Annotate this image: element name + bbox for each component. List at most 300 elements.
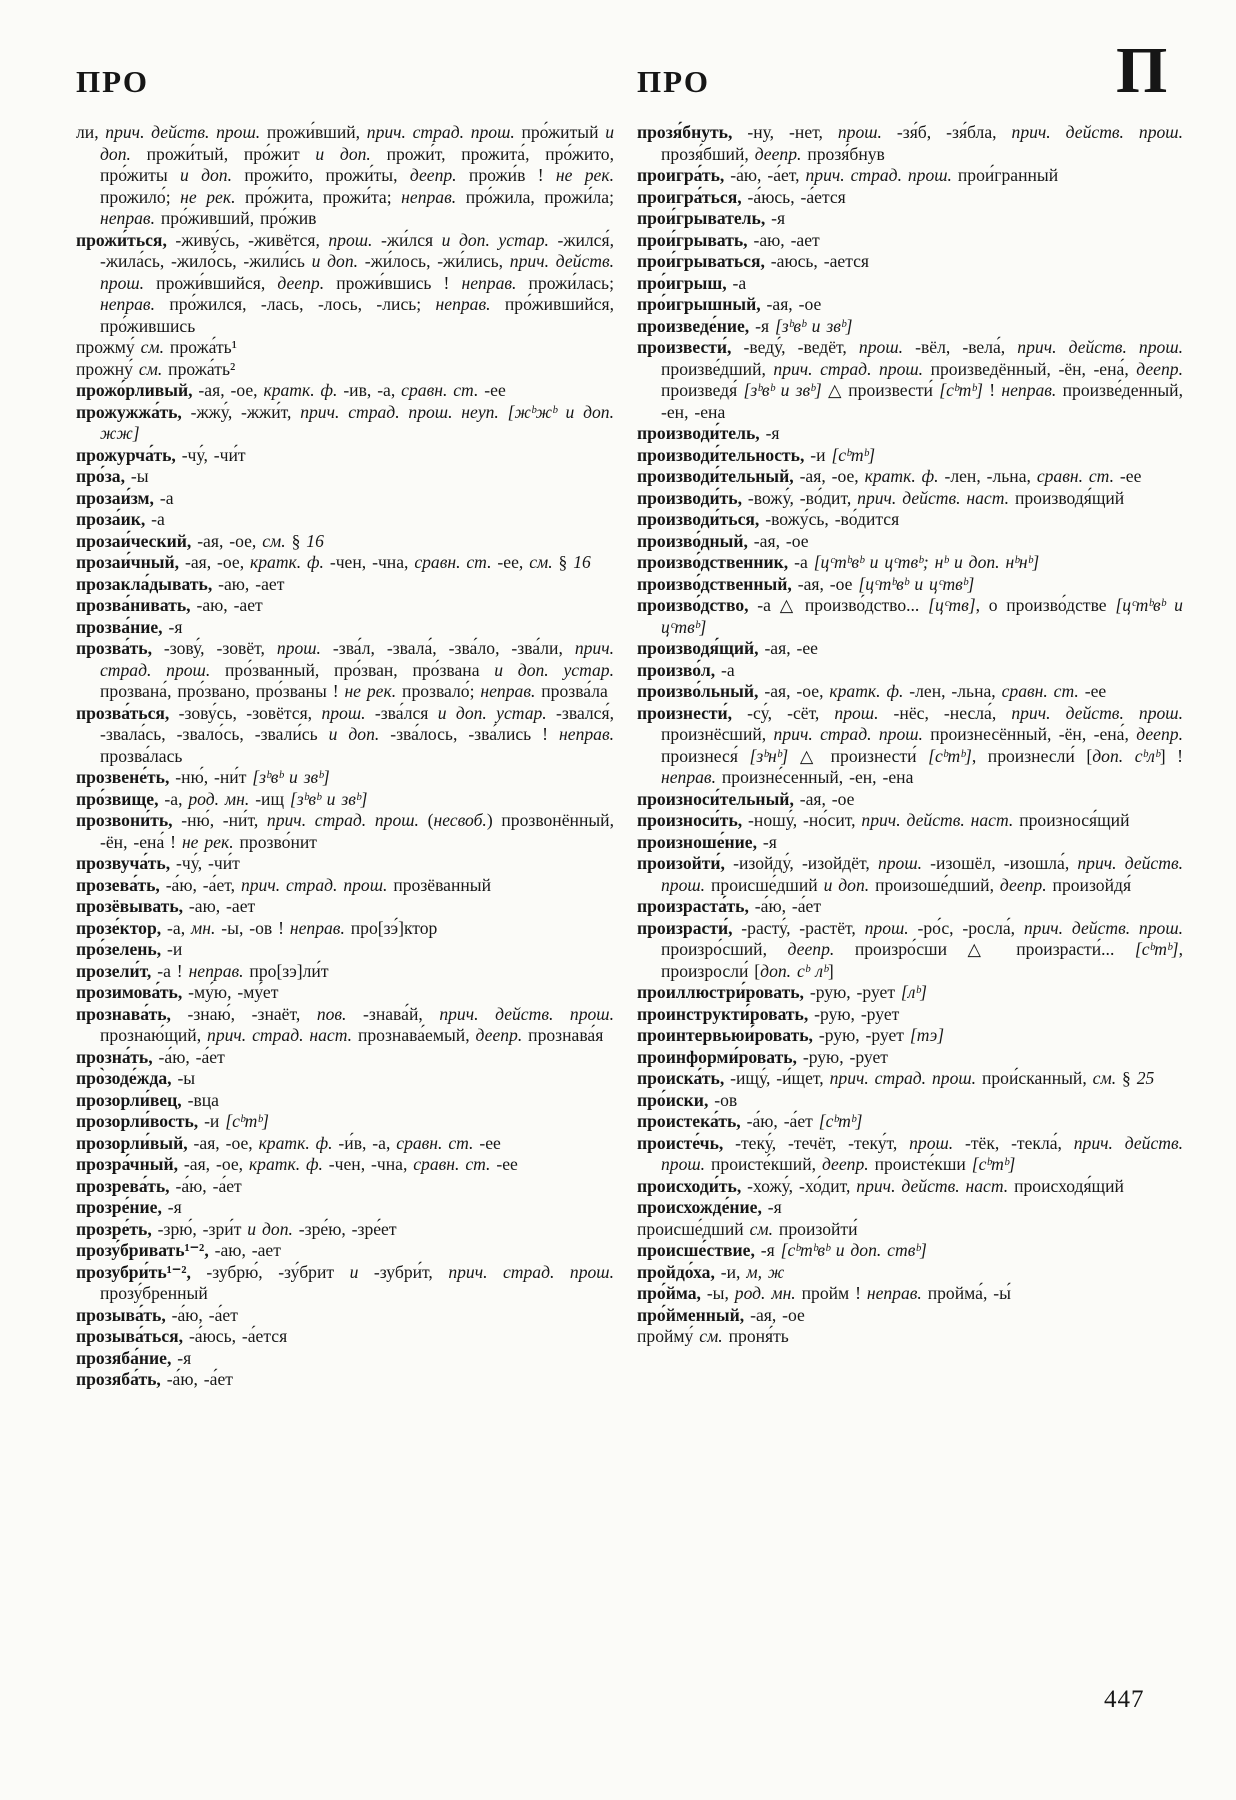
entry-headword: произво́дственник,	[637, 552, 789, 572]
entry-headword: происходи́ть,	[637, 1175, 742, 1196]
entry-text: -ая, -ое	[791, 573, 859, 594]
entry-grammar-label: деепр.	[475, 1025, 523, 1045]
entry-text: -зрю́, -зри́т	[151, 1218, 248, 1239]
entry-headword: проинструкти́ровать,	[637, 1003, 809, 1024]
entry-headword: про́звище,	[76, 788, 159, 809]
entry-text: происте́кши	[868, 1154, 972, 1174]
entry-text: прожи́тый, про́жит	[130, 143, 316, 164]
dictionary-entry	[76, 230, 614, 338]
entry-text: -ая, -ое,	[793, 466, 865, 486]
entry-text: -а,	[161, 917, 192, 938]
dictionary-entry	[76, 810, 614, 853]
entry-text: произведённый, -ён, -ена́,	[923, 358, 1137, 379]
dictionary-entry	[76, 1240, 614, 1262]
entry-grammar-label: прич. действ. прош.	[1023, 917, 1183, 938]
entry-text: -чен, -чна,	[322, 1154, 414, 1174]
entry-text: -а	[726, 272, 747, 293]
entry-text: прожи́вшийся,	[144, 272, 278, 293]
entry-headword: прозыва́ться,	[76, 1326, 184, 1346]
entry-text: произро́сший,	[661, 939, 788, 959]
entry-grammar-label: неправ.	[100, 208, 155, 228]
entry-text: произойдя́	[1046, 874, 1132, 895]
entry-text: -я	[749, 315, 775, 336]
entry-text: -чу́, -чи́т	[175, 444, 246, 465]
entry-grammar-label: кратк. ф.	[258, 1132, 333, 1153]
entry-headword: прозорли́вец,	[76, 1089, 182, 1110]
entry-grammar-label: [сᵇтᵇ]	[1134, 939, 1179, 959]
entry-grammar-label: неправ.	[661, 767, 716, 787]
entry-headword: произво́дный,	[637, 530, 748, 551]
dictionary-entry	[637, 273, 1183, 295]
entry-text: -жи́лось, -жи́лись,	[358, 251, 510, 271]
entry-text: -а́ю, -а́ет,	[159, 874, 241, 895]
entry-text: -знаю́, -знаёт,	[170, 1003, 317, 1024]
entry-text: -су́, -сёт,	[732, 702, 835, 723]
entry-text: -а́ю, -а́ет	[165, 1304, 238, 1325]
entry-text: -живу́сь, -живётся,	[166, 229, 329, 250]
dictionary-entry	[76, 1348, 614, 1370]
entry-text: -звался́, -звала́сь, -звало́сь, -звали́сь	[100, 702, 614, 744]
entry-text: ) прозвонённый, -ён, -ена́ !	[100, 810, 614, 852]
dictionary-entry	[637, 337, 1183, 423]
dictionary-entry	[76, 1004, 614, 1047]
entry-text: прожи́т, прожита́, про́жито, про́житы	[100, 143, 614, 185]
entry-text: ] !	[1159, 745, 1183, 766]
entry-text: -а́ю, -а́ет	[160, 1369, 233, 1389]
entry-grammar-label: см.	[262, 530, 286, 551]
entry-grammar-label: деепр.	[787, 939, 835, 959]
entry-headword: прозва́нивать,	[76, 595, 191, 615]
entry-text: прожи́вший,	[260, 122, 367, 142]
entry-headword: проиллюстри́ровать,	[637, 982, 804, 1002]
dictionary-entry	[637, 574, 1183, 596]
dictionary-entry	[76, 1154, 614, 1176]
dictionary-entry	[637, 918, 1183, 983]
entry-grammar-label: [сᵇтᵇ]	[939, 380, 983, 400]
dictionary-entry	[76, 402, 614, 445]
entry-text: произведя́	[661, 380, 744, 400]
dictionary-entry	[76, 638, 614, 703]
dictionary-entry	[76, 982, 614, 1004]
entry-text: -нёс, -несла́,	[878, 702, 1012, 723]
dictionary-entry	[637, 1047, 1183, 1069]
entry-text: прои́сканный,	[976, 1068, 1093, 1088]
dictionary-entry	[637, 488, 1183, 510]
entry-headword: прозёвывать,	[76, 896, 184, 916]
entry-text: прознава́я	[522, 1025, 604, 1045]
entry-grammar-label: прич. страд. прош.	[448, 1261, 614, 1282]
entry-grammar-label: [сᵇтᵇ]	[971, 1154, 1016, 1174]
entry-headword: прозяба́ние,	[76, 1347, 172, 1368]
dictionary-entry	[76, 445, 614, 467]
entry-grammar-label: сравн. ст.	[396, 1132, 474, 1153]
dictionary-entry	[76, 380, 614, 402]
dictionary-entry	[637, 251, 1183, 273]
entry-headword: проинформи́ровать,	[637, 1046, 797, 1067]
entry-grammar-label: неправ.	[1001, 380, 1057, 400]
entry-grammar-label: и доп.	[100, 122, 614, 164]
entry-grammar-label: неправ.	[188, 960, 244, 981]
entry-grammar-label: и доп.	[315, 143, 371, 164]
entry-text: -ая, -ое,	[192, 380, 264, 400]
dictionary-entry	[76, 1326, 614, 1348]
entry-text: -ы,	[700, 1283, 735, 1303]
entry-text: -я	[757, 831, 777, 852]
entry-grammar-label: несвоб.	[433, 810, 487, 830]
entry-grammar-label: неправ.	[100, 294, 155, 314]
entry-headword: прозе́ктор,	[76, 917, 162, 938]
entry-text: , произнесли́ [	[971, 745, 1093, 766]
entry-grammar-label: доп. сᵇлᵇ	[1092, 745, 1160, 766]
dictionary-entry	[76, 122, 614, 230]
entry-text: происше́дший	[705, 874, 824, 895]
entry-grammar-label: прич. страд. прош.	[805, 165, 952, 185]
entry-grammar-label: прич. страд. прош.	[773, 358, 924, 379]
entry-text: -я	[171, 1347, 192, 1368]
dictionary-entry	[637, 1305, 1183, 1327]
dictionary-entry	[637, 703, 1183, 789]
entry-text: -ая, -ое,	[178, 1154, 249, 1174]
entry-grammar-label: 16	[306, 530, 324, 551]
entry-grammar-label: и доп.	[179, 165, 233, 185]
entry-grammar-label: неправ.	[289, 917, 345, 938]
entry-text: произве́денный, -ен, -ена	[661, 380, 1183, 422]
dictionary-entry	[76, 466, 614, 488]
entry-grammar-label: прич. действ. прош.	[100, 251, 614, 293]
entry-text: -чу́, -чи́т	[170, 853, 240, 873]
entry-text: прозёванный	[387, 874, 492, 895]
dictionary-entry	[637, 681, 1183, 703]
entry-text: -зубрю́, -зу́брит	[190, 1261, 350, 1282]
dictionary-entry	[637, 1240, 1183, 1262]
entry-text: -а	[788, 552, 814, 572]
entry-text: про́жила, прожи́ла;	[456, 186, 614, 207]
dictionary-entry	[637, 187, 1183, 209]
entry-text: производя́щий	[1009, 487, 1125, 508]
entry-grammar-label: прош.	[864, 917, 909, 938]
entry-text: -вца	[181, 1089, 219, 1110]
entry-grammar-label: не рек.	[344, 681, 397, 701]
entry-text: произойти́	[773, 1218, 858, 1239]
entry-grammar-label: мн.	[191, 917, 216, 938]
dictionary-entry	[637, 165, 1183, 187]
entry-text: прожа́ть²	[162, 358, 236, 379]
entry-grammar-label: прич. страд. прош. неуп.	[300, 401, 499, 422]
entry-headword: прозимова́ть,	[76, 982, 183, 1002]
entry-grammar-label: неправ.	[866, 1283, 922, 1303]
entry-grammar-label: [цᶜтᵇвᵇ и цᶜтвᵇ; нᵇ и доп. нᵇнᵇ]	[813, 552, 1040, 572]
entry-text: -веду́, -ведёт,	[731, 337, 859, 357]
entry-text: проня́ть	[722, 1326, 789, 1346]
entry-headword: произво́льный,	[637, 681, 759, 701]
entry-text: -жился́, -жила́сь, -жило́сь, -жили́сь	[100, 229, 614, 271]
entry-grammar-label: неправ.	[401, 186, 457, 207]
entry-text: -жи́лся	[372, 229, 442, 250]
dictionary-entry	[637, 832, 1183, 854]
entry-headword: про́за,	[76, 466, 125, 486]
entry-text: -рую, -рует	[803, 982, 901, 1002]
entry-text: произве́дший,	[661, 358, 774, 379]
entry-headword: произноше́ние,	[637, 831, 758, 852]
dictionary-entry	[76, 1262, 614, 1305]
dictionary-entry	[637, 445, 1183, 467]
entry-text: -ню́, -ни́т	[169, 767, 253, 787]
dictionary-entry	[637, 1025, 1183, 1047]
dictionary-entry	[76, 617, 614, 639]
entry-text: -вожу́, -во́дит,	[741, 487, 858, 508]
dictionary-entry	[76, 337, 614, 359]
entry-headword: прозыва́ть,	[76, 1304, 166, 1325]
dictionary-entry	[637, 1197, 1183, 1219]
dictionary-entry	[76, 1133, 614, 1155]
dictionary-entry	[637, 982, 1183, 1004]
dictionary-entry	[76, 359, 614, 381]
entry-text: -зову́, -зовёт,	[151, 638, 277, 658]
dictionary-entry	[76, 1176, 614, 1198]
entry-text: §	[285, 530, 307, 551]
entry-text: про́жита, прожи́та;	[235, 186, 402, 207]
entry-headword: пройдо́ха,	[637, 1261, 715, 1282]
entry-headword: прозра́чный,	[76, 1154, 178, 1174]
entry-text: -ее	[478, 380, 506, 400]
dictionary-entry	[76, 853, 614, 875]
entry-headword: прозя́бнуть,	[637, 122, 733, 142]
entry-text: -тёк, -текла́,	[953, 1132, 1074, 1153]
entry-text: прозвало́;	[396, 681, 481, 701]
entry-headword: про́йменный,	[637, 1304, 745, 1325]
entry-text: происте́кший,	[705, 1154, 822, 1174]
dictionary-entry	[76, 552, 614, 574]
entry-text: прожи́вшись !	[324, 272, 462, 293]
entry-text: -а́юсь, -а́ется	[183, 1326, 288, 1346]
dictionary-entry	[76, 1219, 614, 1241]
entry-text: ]	[827, 960, 834, 981]
dictionary-entry	[76, 509, 614, 531]
entry-text: -зубри́т,	[358, 1261, 449, 1282]
entry-grammar-label: род. мн.	[188, 788, 250, 809]
entry-grammar-label: прич. действ. прош.	[1011, 122, 1183, 142]
entry-text: -а !	[151, 960, 189, 981]
entry-grammar-label: и	[349, 1261, 359, 1282]
entry-headword: прознава́ть,	[76, 1003, 171, 1024]
entry-grammar-label: сравн. ст.	[401, 380, 479, 400]
entry-text: -жжу́, -жжи́т,	[181, 401, 301, 422]
entry-headword: прозвене́ть,	[76, 767, 170, 787]
entry-text: произне́сенный, -ен, -ена	[715, 767, 914, 787]
dictionary-entry	[637, 853, 1183, 896]
entry-headword: прои́грыватель,	[637, 208, 766, 228]
dictionary-entry	[637, 1090, 1183, 1112]
entry-grammar-label: деепр.	[754, 143, 802, 164]
dictionary-entry	[76, 789, 614, 811]
entry-grammar-label: прич. страд. прош.	[240, 874, 388, 895]
entry-grammar-label: и доп. устар.	[437, 702, 547, 723]
entry-text: -лен, -льна,	[938, 466, 1037, 486]
entry-text: -ы	[171, 1068, 196, 1088]
dictionary-entry	[76, 1068, 614, 1090]
entry-text: произоше́дший,	[869, 874, 1000, 895]
entry-text: произнесённый, -ён, -ена́,	[922, 724, 1137, 744]
entry-grammar-label: см.	[749, 1218, 774, 1239]
entry-headword: проистека́ть,	[637, 1111, 741, 1131]
entry-text: -ая, -ое	[793, 788, 855, 809]
dictionary-entry	[76, 703, 614, 768]
entry-grammar-label: 25	[1136, 1068, 1155, 1088]
entry-text: прожну́	[76, 358, 139, 379]
dictionary-entry	[76, 875, 614, 897]
entry-grammar-label: прич. действ. наст.	[857, 487, 1010, 508]
dictionary-entry	[76, 595, 614, 617]
entry-grammar-label: прош.	[877, 853, 923, 873]
entry-grammar-label: [цᶜтᵇвᵇ и цᶜтвᵇ]	[858, 573, 975, 594]
entry-grammar-label: [сᵇтᵇ]	[818, 1111, 863, 1131]
dictionary-entry	[76, 531, 614, 553]
entry-grammar-label: не рек.	[555, 165, 614, 185]
entry-headword: прозвони́ть,	[76, 810, 173, 830]
page-number: 447	[1104, 1686, 1145, 1713]
entry-grammar-label: прош.	[276, 638, 321, 658]
entry-headword: про́игрыш,	[637, 272, 727, 293]
entry-grammar-label: прош.	[321, 702, 366, 723]
entry-text: про[зэ́]ктор	[344, 917, 438, 938]
entry-grammar-label: и доп.	[328, 724, 380, 744]
dictionary-entry	[637, 509, 1183, 531]
entry-text: -и́в, -а,	[332, 1132, 397, 1153]
entry-text: -вёл, -вела́,	[903, 337, 1018, 357]
entry-headword: происхожде́ние,	[637, 1197, 762, 1217]
entry-grammar-label: сравн. ст.	[414, 552, 492, 572]
entry-grammar-label: прич. действ. прош.	[1011, 702, 1183, 723]
entry-headword: произраста́ть,	[637, 896, 749, 916]
entry-text: -ая, -ое	[744, 1304, 805, 1325]
dictionary-entry	[76, 918, 614, 940]
entry-headword: происше́ствие,	[637, 1240, 755, 1260]
entry-grammar-label: [сᵇтᵇ]	[928, 745, 972, 766]
entry-text: -изойду́, -изойдёт,	[724, 853, 878, 873]
dictionary-entry	[76, 961, 614, 983]
entry-text: -аю, -ает	[190, 595, 263, 615]
entry-headword: прозяба́ть,	[76, 1369, 161, 1389]
entry-headword: прозре́ть,	[76, 1218, 152, 1239]
entry-text: △ произвести́	[821, 380, 940, 400]
entry-text: -а	[145, 509, 165, 529]
entry-text: прознаю́щий,	[100, 1025, 208, 1045]
entry-text: -а	[153, 487, 174, 508]
entry-grammar-label: и доп. устар.	[494, 659, 614, 680]
entry-headword: прозева́ть,	[76, 874, 160, 895]
entry-text: прозва́ла	[535, 681, 608, 701]
entry-text: -хожу́, -хо́дит,	[741, 1175, 857, 1196]
entry-text: -ее	[490, 1154, 518, 1174]
dictionary-entry	[637, 122, 1183, 165]
entry-headword: про́игрышный,	[637, 294, 761, 314]
entry-text: прознава́емый,	[352, 1025, 476, 1045]
dictionary-entry	[637, 552, 1183, 574]
entry-headword: производи́ться,	[637, 509, 760, 529]
dictionary-entry	[76, 896, 614, 918]
dictionary-entry	[637, 1004, 1183, 1026]
dictionary-entry	[637, 1219, 1183, 1241]
entry-grammar-label: и доп.	[311, 251, 359, 271]
dictionary-entry	[637, 230, 1183, 252]
entry-text: -ищу́, -и́щет,	[724, 1068, 830, 1088]
entry-headword: производя́щий,	[637, 638, 759, 658]
entry-headword: прозвуча́ть,	[76, 853, 171, 873]
entry-text: -и	[198, 1111, 226, 1131]
entry-text: -я	[161, 1197, 182, 1217]
dictionary-entry	[76, 767, 614, 789]
entry-text: -аю, -ает	[183, 896, 256, 916]
entry-grammar-label: прич. страд. прош.	[829, 1068, 977, 1088]
section-letter: П	[1116, 34, 1168, 107]
dictionary-entry	[637, 1176, 1183, 1198]
dictionary-entry	[76, 939, 614, 961]
entry-text: ли,	[76, 122, 106, 142]
entry-headword: про́зелень,	[76, 939, 162, 959]
entry-text: -а,	[158, 788, 189, 809]
entry-grammar-label: сравн. ст.	[1036, 466, 1115, 486]
entry-text: -я	[761, 1197, 782, 1217]
entry-grammar-label: и доп. устар.	[441, 229, 549, 250]
right-column	[637, 122, 1183, 1348]
entry-grammar-label: сравн. ст.	[1001, 681, 1079, 701]
entry-grammar-label: [сᵇтᵇвᵇ и доп. ствᵇ]	[780, 1240, 927, 1260]
entry-text: происше́дший	[637, 1218, 750, 1239]
entry-grammar-label: [зᵇвᵇ и звᵇ]	[774, 315, 853, 336]
entry-grammar-label: [зᵇвᵇ и звᵇ]	[252, 767, 330, 787]
dictionary-entry	[76, 1197, 614, 1219]
dictionary-entry	[637, 595, 1183, 638]
dictionary-entry	[637, 531, 1183, 553]
entry-text: произнеся́	[661, 745, 750, 766]
entry-headword: прои́грываться,	[637, 251, 765, 271]
entry-grammar-label: прич. действ. прош.	[661, 1132, 1183, 1174]
entry-headword: прожо́рливый,	[76, 380, 193, 400]
entry-text: про́жившийся, про́жившись	[100, 294, 614, 336]
dictionary-entry	[76, 1047, 614, 1069]
entry-grammar-label: прош.	[837, 122, 882, 142]
running-head-right: ПРО	[637, 64, 710, 99]
entry-text: -я	[759, 423, 780, 443]
entry-grammar-label: прич. страд. прош.	[100, 638, 614, 680]
entry-grammar-label: сравн. ст.	[413, 1154, 491, 1174]
entry-headword: прозва́ть,	[76, 638, 152, 658]
dictionary-entry	[637, 208, 1183, 230]
entry-text	[499, 402, 508, 422]
entry-text: пройма́, -ы́	[921, 1283, 1011, 1303]
entry-grammar-label: прич. страд. прош.	[366, 122, 515, 142]
entry-headword: прозаи́ческий,	[76, 530, 192, 551]
dictionary-entry	[637, 1111, 1183, 1133]
entry-headword: производи́ть,	[637, 487, 742, 508]
entry-headword: прожурча́ть,	[76, 444, 176, 465]
entry-text: -а́ю, -а́ет	[740, 1111, 819, 1131]
entry-text: прожи́лась;	[516, 272, 614, 293]
entry-headword: произноси́ть,	[637, 810, 743, 830]
entry-text: -ы, -ов !	[215, 917, 290, 938]
entry-grammar-label: неправ.	[461, 272, 517, 293]
entry-text: -и	[804, 444, 832, 465]
entry-text: -ая, -ое	[747, 530, 809, 551]
entry-grammar-label: род. мн.	[734, 1283, 796, 1303]
entry-text: -а́юсь, -а́ется	[741, 186, 846, 207]
entry-headword: прозна́ть,	[76, 1046, 153, 1067]
dictionary-entry	[637, 660, 1183, 682]
entry-headword: производи́тельный,	[637, 466, 794, 486]
entry-text: прожму́	[76, 337, 141, 357]
entry-text: про́житый	[514, 122, 606, 142]
entry-headword: произведе́ние,	[637, 315, 750, 336]
